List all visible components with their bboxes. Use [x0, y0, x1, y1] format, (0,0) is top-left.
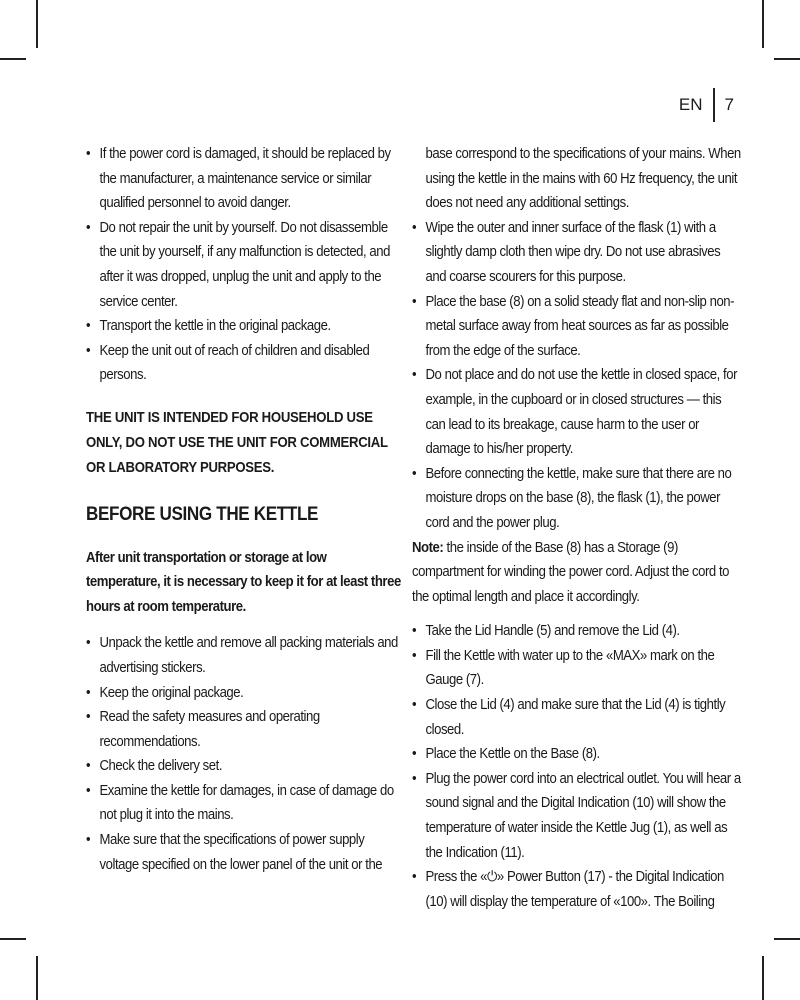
list-item: • Before connecting the kettle, make sure that there are no moisture drops on the base (8), the flask (1), the power cord and the power plug.: [412, 462, 742, 536]
list-item: • Close the Lid (4) and make sure that the Lid (4) is tightly closed.: [412, 693, 742, 742]
list-item: • Do not repair the unit by yourself. Do not disassemble the unit by yourself, if any malfunction is detected, and after it was dropped, unplug the unit and apply to the service center.: [86, 216, 404, 314]
safety-list: [86, 142, 404, 388]
setup-list: [412, 216, 742, 536]
list-item: • Wipe the outer and inner surface of the flask (1) with a slightly damp cloth then wipe dry. Do not use abrasives and coarse scourers for this purpose.: [412, 216, 742, 290]
list-item: • Place the Kettle on the Base (8).: [412, 742, 742, 767]
crop-mark: [0, 58, 26, 60]
note-label: Note:: [412, 539, 444, 556]
language-code: EN: [678, 95, 703, 114]
section-heading: BEFORE USING THE KETTLE: [86, 503, 319, 525]
page-number: 7: [724, 95, 734, 114]
note-text: the inside of the Base (8) has a Storage (9) compartment for winding the power cord. Adjust the cord to the optimal length and place it accordingly.: [412, 539, 730, 605]
list-item: • Unpack the kettle and remove all packing materials and advertising stickers.: [86, 631, 404, 680]
continued-text: base correspond to the specifications of your mains. When using the kettle in the mains with 60 Hz frequency, the unit does not need any additional settings.: [425, 146, 741, 212]
crop-mark: [774, 58, 800, 60]
header-divider: [713, 88, 715, 122]
crop-mark: [774, 938, 800, 940]
list-item: • Fill the Kettle with water up to the «MAX» mark on the Gauge (7).: [412, 644, 742, 693]
crop-mark: [762, 956, 764, 1000]
note-paragraph: [412, 536, 742, 610]
crop-mark: [36, 956, 38, 1000]
list-item: • Read the safety measures and operating recommendations.: [86, 705, 404, 754]
crop-mark: [36, 0, 38, 48]
list-item: • Examine the kettle for damages, in case of damage do not plug it into the mains.: [86, 779, 404, 828]
right-column: [412, 142, 742, 914]
list-item: • Keep the unit out of reach of children and disabled persons.: [86, 339, 404, 388]
list-item: • Do not place and do not use the kettle in closed space, for example, in the cupboard or in closed structures — this can lead to its breakage, cause harm to the user or damage to his/her property.: [412, 363, 742, 461]
crop-mark: [0, 938, 26, 940]
storage-notice: After unit transportation or storage at low temperature, it is necessary to keep it for at least three hours at room temperature.: [86, 549, 401, 615]
list-item: • Make sure that the specifications of power supply voltage specified on the lower panel of the unit or the: [86, 828, 404, 877]
list-item: • Place the base (8) on a solid steady flat and non-slip non-metal surface away from heat sources as far as possible from the edge of the surface.: [412, 290, 742, 364]
list-item: • Transport the kettle in the original package.: [86, 314, 404, 339]
list-item: • Check the delivery set.: [86, 754, 404, 779]
preparation-list: [86, 631, 404, 877]
list-item: • Keep the original package.: [86, 681, 404, 706]
left-column: [86, 142, 404, 877]
list-item: • Plug the power cord into an electrical outlet. You will hear a sound signal and the Digital Indication (10) will show the temperature of water inside the Kettle Jug (1), as well as the Indication (11).: [412, 767, 742, 865]
household-warning: THE UNIT IS INTENDED FOR HOUSEHOLD USE ONLY, DO NOT USE THE UNIT FOR COMMERCIAL OR LABORATORY PURPOSES.: [86, 409, 388, 476]
list-item: • Press the «⏻» Power Button (17) - the Digital Indication (10) will display the temperature of «100». The Boiling: [412, 865, 742, 914]
list-item: • Take the Lid Handle (5) and remove the Lid (4).: [412, 619, 742, 644]
page-header: [679, 88, 734, 122]
crop-mark: [762, 0, 764, 48]
operation-list: [412, 619, 742, 914]
list-item: • If the power cord is damaged, it should be replaced by the manufacturer, a maintenance service or similar qualified personnel to avoid danger.: [86, 142, 404, 216]
